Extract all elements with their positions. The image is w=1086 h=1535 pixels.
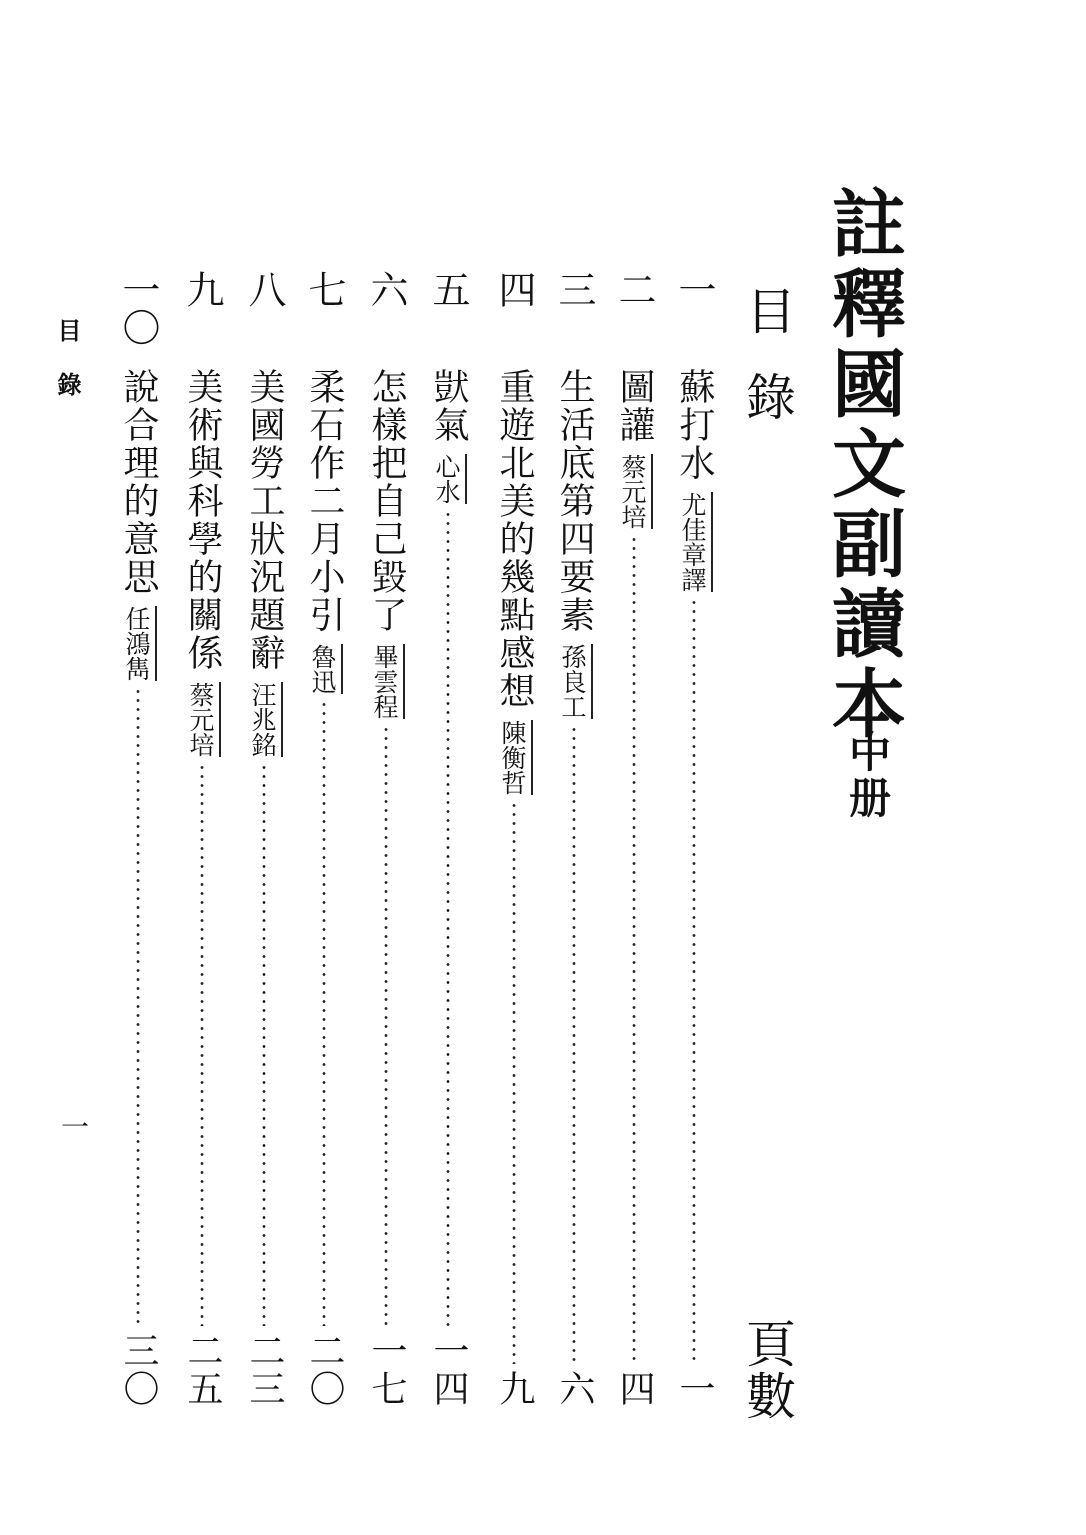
entry-number: 四 bbox=[492, 270, 536, 308]
dot-leader bbox=[136, 687, 140, 1326]
entry-author: 孫良工 bbox=[555, 644, 593, 719]
pages-heading: 頁數 bbox=[738, 1318, 796, 1422]
entry-title: 美國勞工狀況題辭 bbox=[244, 368, 285, 672]
dot-leader bbox=[200, 763, 204, 1326]
entry-page: 一四 bbox=[428, 1332, 469, 1408]
entry-number: 五 bbox=[426, 270, 470, 308]
entry-author: 陳衡哲 bbox=[495, 720, 533, 795]
entry-title: 圖讙 bbox=[614, 368, 655, 444]
toc-heading: 目錄 bbox=[738, 285, 796, 457]
toc-entry-9[interactable] bbox=[178, 270, 226, 1410]
toc-entry-1[interactable] bbox=[670, 270, 718, 1410]
dot-leader bbox=[572, 725, 576, 1364]
page-folio: 一 bbox=[57, 1112, 90, 1140]
entry-number: 七 bbox=[302, 270, 346, 308]
entry-page: 一七 bbox=[366, 1332, 407, 1408]
toc-entry-8[interactable] bbox=[240, 270, 288, 1410]
entry-page: 九 bbox=[494, 1370, 535, 1408]
entry-author: 尤佳章譯 bbox=[675, 492, 713, 592]
entry-number: 六 bbox=[364, 270, 408, 308]
entry-author: 任鴻雋 bbox=[119, 606, 157, 681]
toc-entry-7[interactable] bbox=[300, 270, 348, 1410]
entry-title: 柔石作二月小引 bbox=[304, 368, 345, 634]
entry-page: 四 bbox=[614, 1370, 655, 1408]
toc-entry-3[interactable] bbox=[550, 270, 598, 1410]
dot-leader bbox=[384, 725, 388, 1326]
entry-page: 二三 bbox=[244, 1332, 285, 1408]
dot-leader bbox=[692, 598, 696, 1364]
entry-title: 重遊北美的幾點感想 bbox=[494, 368, 535, 710]
dot-leader bbox=[632, 535, 636, 1364]
toc-entry-10[interactable] bbox=[114, 270, 162, 1410]
entry-number: 八 bbox=[242, 270, 286, 308]
entry-title: 蘇打水 bbox=[674, 368, 715, 482]
entry-number: 一 bbox=[672, 270, 716, 308]
entry-author: 汪兆銘 bbox=[245, 682, 283, 757]
book-title: 註釋國文副讀本 bbox=[820, 185, 906, 745]
entry-title: 獃氣 bbox=[428, 368, 469, 444]
dot-leader bbox=[322, 700, 326, 1326]
entry-title: 怎樣把自己毀了 bbox=[366, 368, 407, 634]
entry-author: 心水 bbox=[429, 454, 467, 504]
entry-author: 魯迅 bbox=[305, 644, 343, 694]
toc-entry-2[interactable] bbox=[610, 270, 658, 1410]
toc-entry-6[interactable] bbox=[362, 270, 410, 1410]
entry-page: 六 bbox=[554, 1370, 595, 1408]
entry-author: 蔡元培 bbox=[183, 682, 221, 757]
entry-title: 美術與科學的關係 bbox=[182, 368, 223, 672]
entry-number: 九 bbox=[180, 270, 224, 308]
toc-entry-4[interactable] bbox=[490, 270, 538, 1410]
volume-label: 中册 bbox=[843, 730, 892, 822]
dot-leader bbox=[262, 763, 266, 1326]
entry-title: 說合理的意思 bbox=[118, 368, 159, 596]
entry-author: 畢雲程 bbox=[367, 644, 405, 719]
entry-number: 二 bbox=[612, 270, 656, 308]
running-head: 目錄 bbox=[53, 318, 82, 426]
dot-leader bbox=[446, 510, 450, 1326]
dot-leader bbox=[512, 801, 516, 1364]
entry-page: 二〇 bbox=[304, 1332, 345, 1408]
entry-page: 三〇 bbox=[118, 1332, 159, 1408]
toc-entry-5[interactable] bbox=[424, 270, 472, 1410]
entry-page: 二五 bbox=[182, 1332, 223, 1408]
entry-number: 一〇 bbox=[116, 270, 160, 346]
entry-page: 一 bbox=[674, 1370, 715, 1408]
entry-author: 蔡元培 bbox=[615, 454, 653, 529]
entry-number: 三 bbox=[552, 270, 596, 308]
entry-title: 生活底第四要素 bbox=[554, 368, 595, 634]
